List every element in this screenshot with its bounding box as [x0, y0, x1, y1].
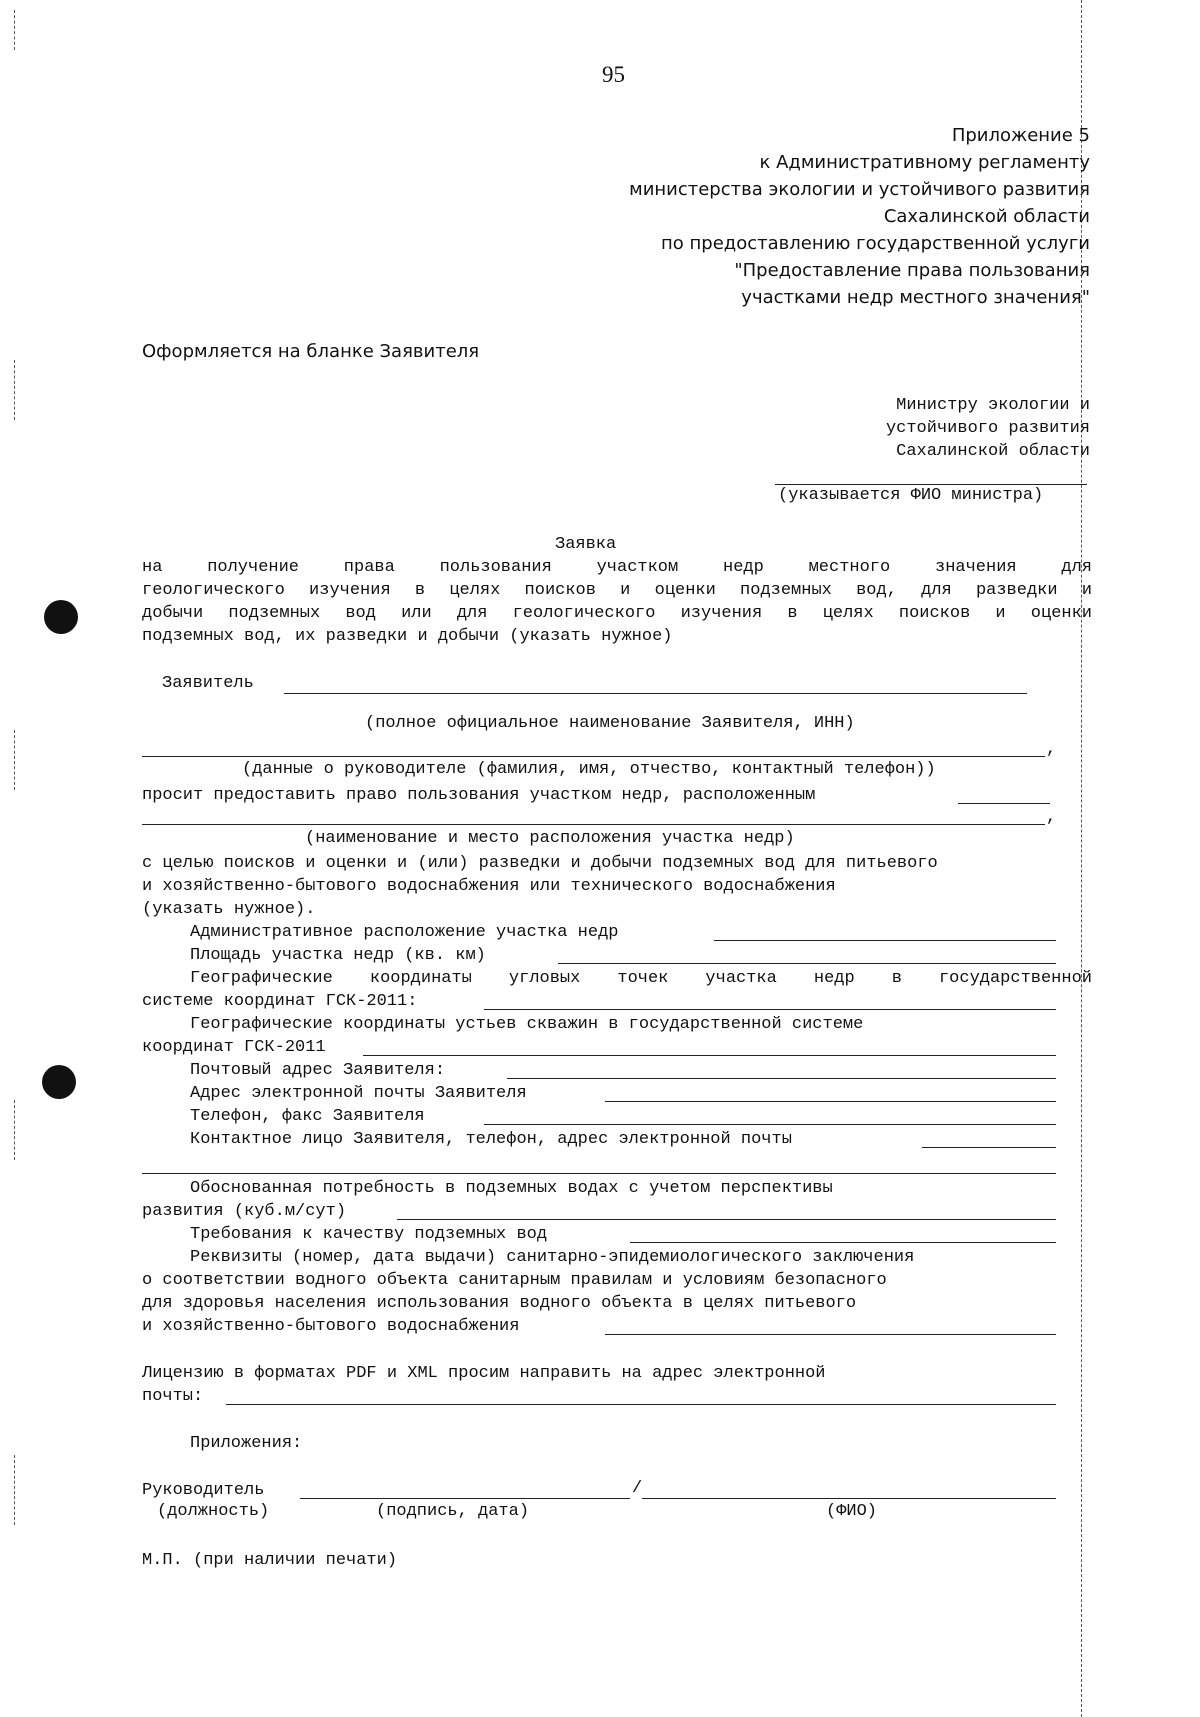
requisites-label-2: о соответствии водного объекта санитарным правилам и условиям безопасного	[142, 1271, 887, 1290]
punch-hole-bottom	[42, 1065, 76, 1099]
contact-field-2[interactable]	[142, 1173, 1056, 1174]
appendix-line: по предоставлению государственной услуги	[661, 233, 1090, 254]
site-location-caption: (наименование и место расположения участка недр)	[305, 829, 795, 848]
well-coords-label: Географические координаты устьев скважин в государственной системе	[190, 1015, 864, 1034]
contact-field-1[interactable]	[922, 1147, 1056, 1148]
site-location-field-1[interactable]	[958, 803, 1050, 804]
admin-location-label: Административное расположение участка недр	[190, 923, 619, 942]
requisites-field[interactable]	[605, 1334, 1056, 1335]
license-email-field[interactable]	[226, 1404, 1056, 1405]
geo-coords-field[interactable]	[484, 1009, 1056, 1010]
blank-note: Оформляется на бланке Заявителя	[142, 341, 480, 362]
request-title: Заявка	[555, 535, 617, 554]
postal-field[interactable]	[507, 1078, 1056, 1079]
scan-edge-left-3	[14, 730, 15, 790]
appendix-line: Приложение 5	[951, 125, 1090, 146]
applicant-name-field[interactable]	[284, 693, 1027, 694]
contact-label: Контактное лицо Заявителя, телефон, адрес электронной почты	[190, 1130, 792, 1149]
stamp-note: М.П. (при наличии печати)	[142, 1551, 398, 1570]
area-label: Площадь участка недр (кв. км)	[190, 946, 486, 965]
applicant-label: Заявитель	[162, 674, 254, 693]
appendix-line: "Предоставление права пользования	[734, 260, 1090, 281]
admin-location-field[interactable]	[714, 940, 1056, 941]
purpose-line: (указать нужное).	[142, 900, 316, 919]
well-coords-label-2: координат ГСК-2011	[142, 1038, 326, 1057]
minister-fio-field[interactable]	[775, 484, 1087, 485]
minister-fio-caption: (указывается ФИО министра)	[778, 486, 1044, 505]
attachments-label: Приложения:	[190, 1434, 303, 1453]
position-caption: (должность)	[157, 1502, 270, 1521]
signature-fio-field[interactable]	[642, 1498, 1056, 1499]
comma: ,	[1046, 740, 1057, 759]
applicant-head-field[interactable]	[142, 756, 1045, 757]
signature-label: Руководитель	[142, 1481, 265, 1500]
requisites-label: Реквизиты (номер, дата выдачи) санитарно-эпидемиологического заключения	[190, 1248, 915, 1267]
fio-caption: (ФИО)	[826, 1502, 878, 1521]
addressee-block	[886, 394, 1090, 463]
appendix-line: министерства экологии и устойчивого развития	[629, 179, 1090, 200]
license-line-2: почты:	[142, 1387, 204, 1406]
signature-slash: /	[632, 1479, 643, 1498]
punch-hole-top	[44, 600, 78, 634]
phone-label: Телефон, факс Заявителя	[190, 1107, 425, 1126]
request-body-line: геологического изучения в целях поисков и оценки подземных вод, для разведки и	[142, 581, 1092, 600]
comma: ,	[1046, 808, 1057, 827]
well-coords-field[interactable]	[363, 1055, 1056, 1056]
purpose-line: и хозяйственно-бытового водоснабжения или технического водоснабжения	[142, 877, 836, 896]
need-field[interactable]	[397, 1219, 1056, 1220]
request-body-line: добычи подземных вод или для геологического изучения в целях поисков и оценки	[142, 604, 1092, 623]
scan-edge-left-5	[14, 1455, 15, 1525]
appendix-line: к Административному регламенту	[759, 152, 1090, 173]
quality-field[interactable]	[630, 1242, 1056, 1243]
request-body-line: на получение права пользования участком недр местного значения для	[142, 558, 1092, 577]
appendix-line: Сахалинской области	[883, 206, 1090, 227]
geo-coords-label: Географические координаты угловых точек участка недр в государственной	[190, 969, 1092, 988]
scan-edge-left-4	[14, 1100, 15, 1160]
request-body-line: подземных вод, их разведки и добычи (указать нужное)	[142, 627, 673, 646]
geo-coords-label-2: системе координат ГСК-2011:	[142, 992, 418, 1011]
addressee-line: Сахалинской области	[896, 442, 1090, 461]
postal-label: Почтовый адрес Заявителя:	[190, 1061, 446, 1080]
signature-field[interactable]	[300, 1498, 630, 1499]
phone-field[interactable]	[484, 1124, 1056, 1125]
requisites-label-4: и хозяйственно-бытового водоснабжения	[142, 1317, 520, 1336]
addressee-line: Министру экологии и	[896, 396, 1090, 415]
license-line: Лицензию в форматах PDF и XML просим направить на адрес электронной	[142, 1364, 826, 1383]
sign-date-caption: (подпись, дата)	[376, 1502, 530, 1521]
need-label: Обоснованная потребность в подземных водах с учетом перспективы	[190, 1179, 833, 1198]
email-field[interactable]	[605, 1101, 1056, 1102]
applicant-name-caption: (полное официальное наименование Заявителя, ИНН)	[365, 714, 855, 733]
requisites-label-3: для здоровья населения использования водного объекта в целях питьевого	[142, 1294, 857, 1313]
need-label-2: развития (куб.м/сут)	[142, 1202, 347, 1221]
purpose-line: с целью поисков и оценки и (или) разведки и добычи подземных вод для питьевого	[142, 854, 938, 873]
addressee-line: устойчивого развития	[885, 419, 1090, 438]
applicant-ask-text: просит предоставить право пользования участком недр, расположенным	[142, 786, 816, 805]
area-field[interactable]	[558, 963, 1056, 964]
scan-edge-left-1	[14, 10, 15, 50]
quality-label: Требования к качеству подземных вод	[190, 1225, 548, 1244]
email-label: Адрес электронной почты Заявителя	[190, 1084, 527, 1103]
scan-edge-left-2	[14, 360, 15, 420]
applicant-head-caption: (данные о руководителе (фамилия, имя, отчество, контактный телефон))	[242, 760, 936, 779]
appendix-header	[629, 122, 1090, 311]
appendix-line: участками недр местного значения"	[741, 287, 1090, 308]
site-location-field-2[interactable]	[142, 824, 1045, 825]
page-number: 95	[602, 62, 625, 87]
